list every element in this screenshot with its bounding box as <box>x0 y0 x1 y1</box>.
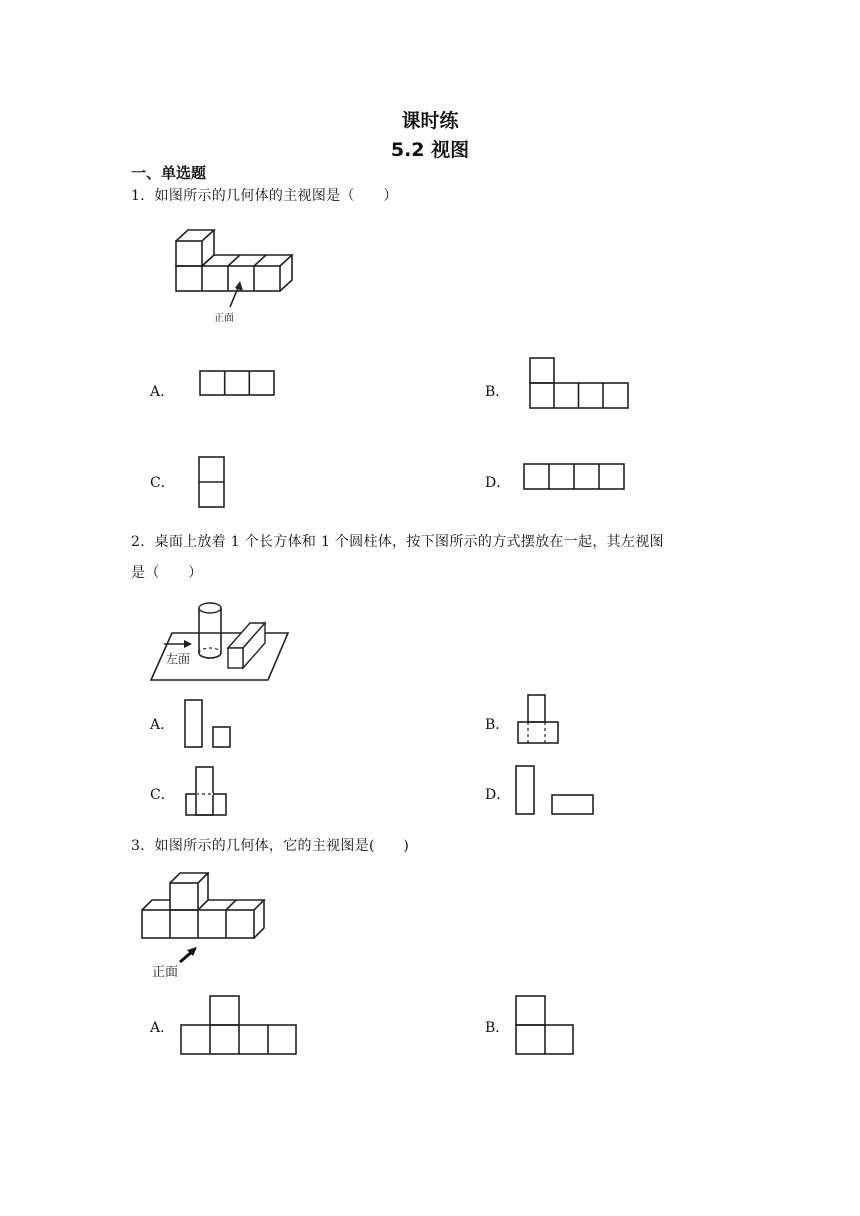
q3-figure <box>138 870 273 985</box>
question-1 <box>131 185 398 205</box>
q1-option-b[interactable]: B． <box>485 384 510 400</box>
q1-option-c[interactable]: C． <box>150 475 175 491</box>
q1-figure <box>170 225 300 330</box>
q2-option-a[interactable]: A． <box>150 717 175 733</box>
q3-option-b[interactable]: B． <box>485 1020 510 1036</box>
q2-option-c-figure <box>185 766 230 818</box>
q3-option-a[interactable]: A． <box>150 1020 175 1036</box>
q1-option-d[interactable]: D． <box>485 475 511 491</box>
q2-option-a-figure <box>184 699 234 749</box>
q1-option-a[interactable]: A． <box>150 384 175 400</box>
page-subtitle: 5.2 视图 <box>390 139 470 161</box>
q1-option-c-figure <box>198 456 228 511</box>
q3-option-a-figure <box>180 995 300 1057</box>
question-2 <box>131 531 664 551</box>
q1-option-d-figure <box>523 463 628 493</box>
question-text: 如图所示的几何体的主视图是（ ） <box>154 188 398 204</box>
q2-option-b[interactable]: B． <box>485 717 510 733</box>
q2-option-b-figure <box>517 694 562 746</box>
q2-option-c[interactable]: C． <box>150 787 175 803</box>
q1-option-b-figure <box>529 357 634 412</box>
question-3 <box>131 835 409 855</box>
question-number: 3． <box>131 838 155 854</box>
q2-figure <box>148 600 293 685</box>
figure-label: 正面 <box>214 313 234 324</box>
q2-option-d-figure <box>515 765 600 817</box>
question-text: 桌面上放着 1 个长方体和 1 个圆柱体，按下图所示的方式摆放在一起，其左视图 <box>154 534 664 550</box>
question-number: 1． <box>131 188 155 204</box>
figure-label: 正面 <box>152 965 179 980</box>
q1-option-a-figure <box>199 370 279 400</box>
question-text: 如图所示的几何体，它的主视图是( ) <box>154 838 410 854</box>
question-2-continued: 是（ ） <box>131 565 203 581</box>
page-title: 课时练 <box>401 110 459 132</box>
q2-option-d[interactable]: D． <box>485 787 511 803</box>
question-number: 2． <box>131 534 155 550</box>
figure-label: 左面 <box>166 652 191 666</box>
section-heading: 一、单选题 <box>131 164 207 182</box>
q3-option-b-figure <box>515 995 577 1057</box>
